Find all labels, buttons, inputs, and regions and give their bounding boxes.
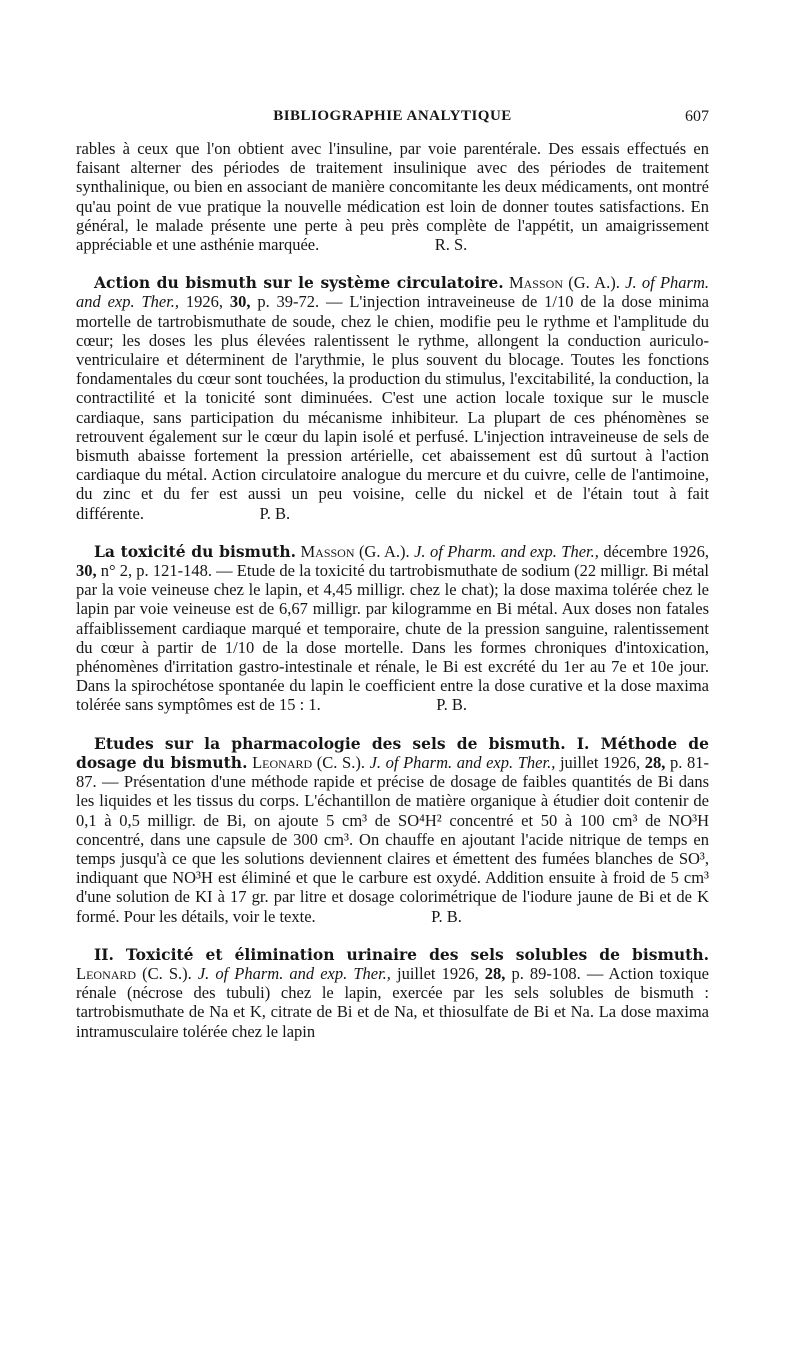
citation-date: décembre 1926, <box>598 541 710 561</box>
reviewer-initials: P. B. <box>259 503 291 523</box>
abstract-author: Leonard (C. S.). <box>76 963 192 983</box>
citation-date: juillet 1926, <box>555 752 645 772</box>
running-title: BIBLIOGRAPHIE ANALYTIQUE <box>273 108 512 124</box>
reviewer-initials: P. B. <box>436 695 467 715</box>
body-text <box>76 139 709 1060</box>
citation-date: juillet 1926, <box>390 963 485 983</box>
abstract-body: L'injection intraveineuse de 1/10 de la dose minima mortelle de tartrobismuthate de soude, chez le chien, modifie peu le rythme et l'amplitude du cœur; les doses les plus élevées ralentissent le rythme, allongent la conduction auriculo-ventriculaire et déterminent de l'arythmie, le plus souvent du blocage. Toutes les fonctions fondamentales du cœur sont touchées, la production du stimulus, l'excitabilité, la conduction, la contractilité et la tonicité sont diminuées. C'est une action locale toxique sur le muscle cardiaque, sans participation du mécanisme inhibiteur. La plupart de ces phénomènes se retrouvent également sur le cœur du lapin isolé et perfusé. L'injection intraveineuse de sels de bismuth abaisse fortement la pression artérielle, cet abaissement est dû surtout à l'action cardiaque du métal. Action circulatoire analogue du mercure et du cuivre, celle de l'antimoine, du zinc et du fer est aussi un peu voisine, celle du nickel et de l'étain tout à fait différente. <box>76 292 710 523</box>
abstract-author: Masson (G. A.). <box>508 273 620 293</box>
abstract-body: Etude de la toxicité du tartrobismuthate de sodium (22 milligr. Bi métal par la voie veineuse chez le lapin, et 4,45 milligr. chez le chat); la dose maxima tolérée chez le lapin par voie veineuse est de 6,67 milligr. par kilogramme en Bi métal. Aux doses non fatales affaiblissement cardiaque marqué et temporaire, chute de la pression sanguine, ralentissement du cœur à partir de 1/10 de la dose mortelle. Dans les formes chroniques d'intoxication, phénomènes d'irritation gastro-intestinale et rénale, le Bi est excrété du 1er au 7e et 10e jour. Dans la spirochétose spontanée du lapin le coefficient entre la dose curative et la dose maxima tolérée sans symptômes est de 15 : 1. <box>76 561 709 715</box>
citation-volume: 30, <box>229 292 251 312</box>
abstract-entry <box>76 734 709 926</box>
running-header <box>76 108 709 130</box>
journal-name: J. of Pharm. and exp. Ther., <box>197 963 391 983</box>
page-number: 607 <box>685 108 709 125</box>
abstract-title: Etudes sur la pharmacologie des sels de bismuth. I. Méthode de dosage du bismuth. <box>76 733 709 772</box>
journal-name: J. of Pharm. and exp. Ther., <box>414 541 599 561</box>
abstract-entry <box>76 542 709 715</box>
citation-volume: 28, <box>644 752 666 772</box>
abstract-entry <box>76 945 709 1041</box>
citation-pages: p. 89-108. <box>505 963 581 983</box>
abstract-body: — Action toxique rénale (nécrose des tubuli) chez le lapin, exercée par les sels solubles de bismuth : tartrobismuthate de Na et K, citrate de Bi et de Na, et thiosulfate de Bi et Na. La dose maxima intramusculaire tolérée chez le lapin <box>76 963 710 1041</box>
journal-name: J. of Pharm. and exp. Ther., <box>76 273 710 312</box>
citation-pages: n° 2, p. 121-148. — <box>96 561 233 581</box>
reviewer-initials: P. B. <box>431 906 462 926</box>
reviewer-initials: R. S. <box>434 235 468 255</box>
abstract-title: II. Toxicité et élimination urinaire des sels solubles de bismuth. <box>94 944 709 964</box>
abstract-entry <box>76 273 709 523</box>
journal-name: J. of Pharm. and exp. Ther., <box>369 752 556 772</box>
abstract-entry-continuation <box>76 139 709 254</box>
citation-volume: 30, <box>76 561 97 581</box>
citation-volume: 28, <box>484 963 506 983</box>
abstract-title: Action du bismuth sur le système circulatoire. <box>94 273 504 293</box>
abstract-body: rables à ceux que l'on obtient avec l'insuline, par voie parentérale. Des essais effectués en faisant alterner des périodes de traitement insulinique avec des périodes de traitement synthalinique, ou bien en associant de manière concomitante les deux médicaments, ont montré qu'au point de vue pratique la nouvelle médication est loin de donner toutes satisfactions. En général, le malade présente une perte à peu près complète de l'appétit, un amaigrissement appréciable et une asthénie marquée. <box>76 139 709 255</box>
abstract-author: Masson (G. A.). <box>300 541 410 561</box>
abstract-author: Leonard (C. S.). <box>252 752 365 772</box>
abstract-body: Présentation d'une méthode rapide et précise de dosage de faibles quantités de Bi dans les liquides et les tissus du corps. L'échantillon de matière organique à étudier doit contenir de 0,1 à 0,5 milligr. de Bi, on ajoute 5 cm³ de SO⁴H² concentré et 50 à 100 cm³ de NO³H concentré, dans une capsule de 300 cm³. On chauffe en ajoutant l'acide nitrique de temps en temps jusqu'à ce que les solutions deviennent claires et émettent des fumées blanches de SO³, indiquant que NO³H est éliminé et que le carbure est oxydé. Addition ensuite à froid de 5 cm³ d'une solution de KI à 17 gr. par litre et dosage colorimétrique de l'iodure jaune de Bi et de K formé. Pour les détails, voir le texte. <box>76 772 710 926</box>
abstract-title: La toxicité du bismuth. <box>94 541 297 561</box>
citation-date: 1926, <box>179 292 230 312</box>
citation-pages: p. 81-87. — <box>76 752 710 792</box>
citation-pages: p. 39-72. — <box>250 292 343 312</box>
